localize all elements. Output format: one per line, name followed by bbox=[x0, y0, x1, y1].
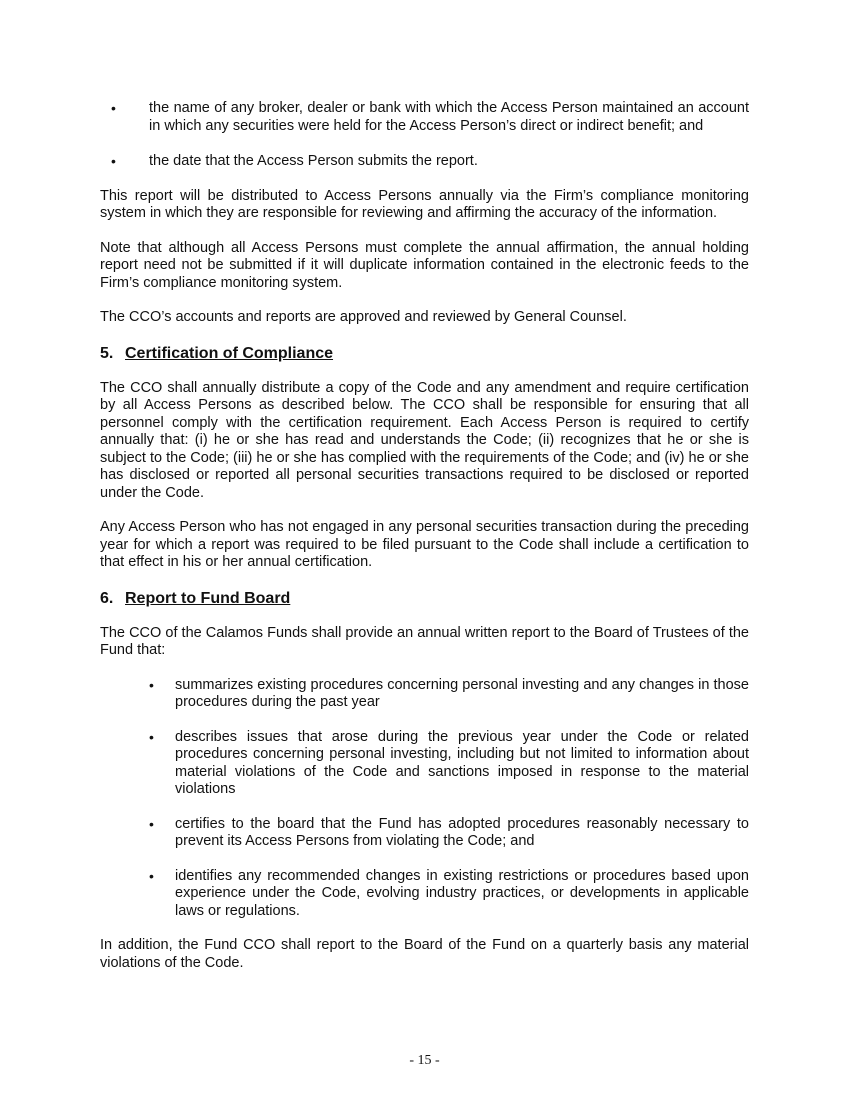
list-item-text: summarizes existing procedures concerning personal investing and any changes in those procedures during the past year bbox=[175, 676, 749, 710]
paragraph: Note that although all Access Persons must complete the annual affirmation, the annual holding report need not be submitted if it will duplicate information contained in the electronic feeds to the Firm’s compliance monitoring system. bbox=[100, 239, 749, 291]
document-page bbox=[100, 100, 749, 972]
page-number: - 15 - bbox=[409, 1053, 440, 1068]
list-item-text: describes issues that arose during the previous year under the Code or related procedures concerning personal investing, including but not limited to information about material violations of the Code and sanctions imposed in response to the material violations bbox=[175, 728, 749, 797]
bullet-icon: • bbox=[149, 867, 154, 884]
bullet-icon: • bbox=[111, 100, 116, 116]
list-item bbox=[149, 867, 749, 921]
bullet-icon: • bbox=[149, 815, 154, 832]
list-item bbox=[149, 676, 749, 712]
bullet-icon: • bbox=[149, 728, 154, 745]
section-heading bbox=[100, 344, 749, 363]
list-item bbox=[111, 100, 749, 135]
section-number: 6. bbox=[100, 589, 114, 607]
holdings-report-bullet-list bbox=[100, 100, 749, 171]
list-item bbox=[149, 728, 749, 799]
bullet-icon: • bbox=[149, 676, 154, 693]
paragraph: The CCO’s accounts and reports are approved and reviewed by General Counsel. bbox=[100, 309, 627, 325]
bullet-icon: • bbox=[111, 153, 116, 169]
section-title: Report to Fund Board bbox=[125, 589, 291, 607]
paragraph: This report will be distributed to Access Persons annually via the Firm’s compliance monitoring system in which they are responsible for reviewing and affirming the accuracy of the information. bbox=[100, 187, 749, 221]
paragraph: Any Access Person who has not engaged in any personal securities transaction during the preceding year for which a report was required to be filed pursuant to the Code shall include a certification to that effect in his or her annual certification. bbox=[100, 519, 749, 570]
list-item-text: certifies to the board that the Fund has adopted procedures reasonably necessary to prevent its Access Persons from violating the Code; and bbox=[175, 815, 749, 849]
paragraph: The CCO of the Calamos Funds shall provide an annual written report to the Board of Trustees of the Fund that: bbox=[100, 624, 749, 658]
list-item-text: the name of any broker, dealer or bank with which the Access Person maintained an account in which any securities were held for the Access Person’s direct or indirect benefit; and bbox=[149, 100, 749, 134]
paragraph: The CCO shall annually distribute a copy of the Code and any amendment and require certification by all Access Persons as described below. The CCO shall be responsible for ensuring that all personnel comply with the certification requirement. Each Access Person is required to certify annually that: (i) he or she has read and understands the Code; (ii) recognizes that he or she is subject to the Code; (iii) he or she has complied with the requirements of the Code; and (iv) he or she has disclosed or reported all personal securities transactions required to be disclosed or reported under the Code. bbox=[100, 379, 749, 501]
section-title: Certification of Compliance bbox=[125, 344, 334, 362]
section-number: 5. bbox=[100, 344, 114, 362]
list-item-text: identifies any recommended changes in existing restrictions or procedures based upon experience under the Code, evolving industry practices, or developments in applicable laws or regulations. bbox=[175, 867, 749, 919]
list-item-text: the date that the Access Person submits the report. bbox=[149, 153, 478, 169]
paragraph: In addition, the Fund CCO shall report to the Board of the Fund on a quarterly basis any material violations of the Code. bbox=[100, 937, 749, 971]
list-item bbox=[111, 153, 749, 171]
section-heading bbox=[100, 589, 749, 608]
fund-report-bullet-list bbox=[100, 677, 749, 921]
list-item bbox=[149, 815, 749, 851]
